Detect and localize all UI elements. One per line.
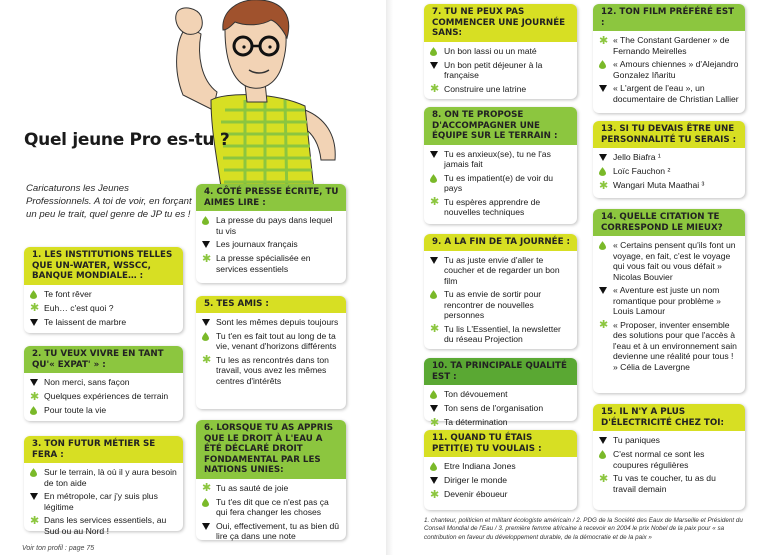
answer-star[interactable]: ✱ Tu lis L'Essentiel, la newsletter du réseau Projection <box>430 323 561 344</box>
answer-star[interactable]: ✱ Tu espères apprendre de nouvelles techniques <box>430 196 541 217</box>
triangle-icon <box>430 255 444 266</box>
asterisk-icon: ✱ <box>430 196 440 208</box>
answer-drop[interactable]: Tu t'es dit que ce n'est pas ça qui fera changer les choses <box>202 497 341 518</box>
asterisk-icon: ✱ <box>599 472 609 485</box>
answer-triangle[interactable]: Sont les mêmes depuis toujours <box>202 317 341 328</box>
answer-triangle[interactable]: Un bon petit déjeuner à la française <box>430 60 572 81</box>
answer-star[interactable]: ✱ Euh… c'est quoi ? <box>30 302 114 314</box>
triangle-icon <box>30 377 44 388</box>
water-drop-icon <box>30 405 44 416</box>
water-drop-icon <box>430 289 444 300</box>
answer-triangle[interactable]: Tu as juste envie d'aller te coucher et de regarder un bon film <box>430 255 572 287</box>
question-14-heading: 14. QUELLE CITATION TE CORRESPOND LE MIEUX? <box>593 209 745 236</box>
answer-star[interactable]: ✱ Ta détermination <box>430 416 508 429</box>
answer-drop[interactable]: Te font rêver <box>30 289 178 300</box>
water-drop-icon <box>599 166 613 177</box>
asterisk-icon: ✱ <box>599 179 609 192</box>
question-13-heading: 13. SI TU DEVAIS ÊTRE UNE PERSONNALITÉ TU SERAIS : <box>593 121 745 148</box>
question-11-card <box>424 430 577 510</box>
water-drop-icon <box>202 331 216 342</box>
answer-triangle[interactable]: Diriger le monde <box>430 475 572 486</box>
answer-star[interactable]: ✱ Devenir éboueur <box>430 488 508 501</box>
answer-star[interactable]: ✱ Quelques expériences de terrain <box>30 390 169 403</box>
question-2-card <box>24 346 183 421</box>
asterisk-icon: ✱ <box>599 34 609 47</box>
asterisk-icon: ✱ <box>430 323 440 335</box>
asterisk-icon: ✱ <box>202 252 212 265</box>
water-drop-icon <box>30 467 44 478</box>
answer-triangle[interactable]: Non merci, sans façon <box>30 377 178 388</box>
page-title: Quel jeune Pro es-tu ? <box>24 130 230 150</box>
triangle-icon <box>430 60 444 71</box>
answer-triangle[interactable]: Ton sens de l'organisation <box>430 403 572 414</box>
question-1-card <box>24 247 183 333</box>
footnotes: 1. chanteur, politicien et militant écologiste américain / 2. PDG de la Société des Eaux de Marseille et Président du Conseil Mondial de l'Eau / 3. première femme africaine à recevoir en 2004 le prix Nobel de la paix pour « sa contribution en faveur du développement durable, de la démocratie et de la paix » <box>424 517 743 541</box>
question-3-card <box>24 436 183 536</box>
triangle-icon <box>599 285 613 296</box>
water-drop-icon <box>599 240 613 251</box>
question-8-heading: 8. ON TE PROPOSE D'ACCOMPAGNER UNE ÉQUIPE SUR LE TERRAIN : <box>424 107 577 145</box>
intro-paragraph: Caricaturons les Jeunes Professionnels. A toi de voir, en forçant un peu le trait, quel genre de JP tu es ! <box>26 183 192 220</box>
question-6-card <box>196 420 346 540</box>
question-9-card <box>424 234 577 349</box>
answer-drop[interactable]: « Certains pensent qu'ils font un voyage, en fait, c'est le voyage qui vous fait ou vous défait » Nicolas Bouvier <box>599 240 740 282</box>
triangle-icon <box>599 435 613 446</box>
answer-drop[interactable]: Tu as envie de sortir pour rencontrer de nouvelles personnes <box>430 289 572 321</box>
answer-drop[interactable]: La presse du pays dans lequel tu vis <box>202 215 341 236</box>
answer-star[interactable]: ✱ « The Constant Gardener » de Fernando Meirelles <box>599 34 730 56</box>
answer-triangle[interactable]: Tu es anxieux(se), tu ne l'as jamais fait <box>430 149 572 170</box>
question-7-heading: 7. TU NE PEUX PAS COMMENCER UNE JOURNÉE SANS: <box>424 4 577 42</box>
question-2-heading: 2. TU VEUX VIVRE EN TANT QU'« EXPAT' » : <box>24 346 183 373</box>
triangle-icon <box>202 521 216 532</box>
question-5-heading: 5. TES AMIS : <box>196 296 346 313</box>
question-12-card <box>593 4 745 113</box>
answer-star[interactable]: ✱ Dans les services essentiels, au Sud ou au Nord ! <box>30 514 167 536</box>
question-7-card <box>424 4 577 99</box>
asterisk-icon: ✱ <box>599 319 609 331</box>
triangle-icon <box>30 317 44 328</box>
answer-drop[interactable]: Tu t'en es fait tout au long de ta vie, venant d'horizons différents <box>202 331 341 352</box>
water-drop-icon <box>202 497 216 508</box>
answer-star[interactable]: ✱ Construire une latrine <box>430 83 527 95</box>
asterisk-icon: ✱ <box>30 514 40 527</box>
answer-drop[interactable]: Etre Indiana Jones <box>430 461 572 472</box>
profile-page-reference: Voir ton profil : page 75 <box>22 545 95 552</box>
answer-star[interactable]: ✱ Wangari Muta Maathai ³ <box>599 179 705 192</box>
answer-drop[interactable]: « Amours chiennes » d'Alejandro Gonzalez Iñaritu <box>599 59 740 80</box>
answer-triangle[interactable]: Les journaux français <box>202 239 341 250</box>
question-13-card <box>593 121 745 198</box>
question-8-card <box>424 107 577 224</box>
water-drop-icon <box>599 59 613 70</box>
asterisk-icon: ✱ <box>430 416 440 429</box>
asterisk-icon: ✱ <box>430 488 440 501</box>
triangle-icon <box>30 491 44 502</box>
answer-star[interactable]: ✱ « Proposer, inventer ensemble des solutions pour que l'accès à l'eau et à un environnement sain devienne une réalité pour tous ! » Célia de Lavergne <box>599 319 737 372</box>
answer-star[interactable]: ✱ La presse spécialisée en services essentiels <box>202 252 311 274</box>
water-drop-icon <box>430 389 444 400</box>
answer-drop[interactable]: Loïc Fauchon ² <box>599 166 740 177</box>
question-15-heading: 15. IL N'Y A PLUS D'ÉLECTRICITÉ CHEZ TOI: <box>593 404 745 431</box>
answer-triangle[interactable]: Oui, effectivement, tu as bien dû lire ça dans une note <box>202 521 341 542</box>
question-3-heading: 3. TON FUTUR MÉTIER SE FERA : <box>24 436 183 463</box>
water-drop-icon <box>599 449 613 460</box>
answer-star[interactable]: ✱ Tu vas te coucher, tu as du travail demain <box>599 472 716 494</box>
question-12-heading: 12. TON FILM PRÉFÉRÉ EST : <box>593 4 745 31</box>
answer-star[interactable]: ✱ Tu les as rencontrés dans ton travail, vous avez les mêmes centres d'intérêts <box>202 354 329 386</box>
question-1-heading: 1. LES INSTITUTIONS TELLES QUE UN-WATER, WSSCC, BANQUE MONDIALE… : <box>24 247 183 285</box>
answer-triangle[interactable]: « Aventure est juste un nom romantique pour problème » Louis Lamour <box>599 285 740 317</box>
water-drop-icon <box>430 46 444 57</box>
asterisk-icon: ✱ <box>30 302 40 314</box>
question-11-heading: 11. QUAND TU ÉTAIS PETIT(E) TU VOULAIS : <box>424 430 577 457</box>
question-9-heading: 9. A LA FIN DE TA JOURNÉE : <box>424 234 577 251</box>
page-spine <box>386 0 398 555</box>
triangle-icon <box>430 149 444 160</box>
answer-drop[interactable]: Sur le terrain, là où il y aura besoin de ton aide <box>30 467 178 488</box>
answer-triangle[interactable]: En métropole, car j'y suis plus légitime <box>30 491 178 512</box>
question-10-heading: 10. TA PRINCIPALE QUALITÉ EST : <box>424 358 577 385</box>
answer-drop[interactable]: Pour toute la vie <box>30 405 178 416</box>
asterisk-icon: ✱ <box>30 390 40 403</box>
triangle-icon <box>430 475 444 486</box>
answer-drop[interactable]: Ton dévouement <box>430 389 572 400</box>
asterisk-icon: ✱ <box>430 83 440 95</box>
answer-triangle[interactable]: « L'argent de l'eau », un documentaire de Christian Lallier <box>599 83 740 104</box>
answer-star[interactable]: ✱ Tu as sauté de joie <box>202 482 289 494</box>
asterisk-icon: ✱ <box>202 354 212 366</box>
triangle-icon <box>430 403 444 414</box>
triangle-icon <box>599 152 613 163</box>
question-10-card <box>424 358 577 429</box>
answer-drop[interactable]: Un bon lassi ou un maté <box>430 46 572 57</box>
cartoon-young-pro-illustration <box>165 0 355 200</box>
answer-drop[interactable]: C'est normal ce sont les coupures régulières <box>599 449 740 470</box>
answer-triangle[interactable]: Jello Biafra ¹ <box>599 152 740 163</box>
question-6-heading: 6. LORSQUE TU AS APPRIS QUE LE DROIT À L'EAU A ÉTÉ DÉCLARÉ DROIT FONDAMENTAL PAR LES NATIONS UNIES: <box>196 420 346 479</box>
triangle-icon <box>202 317 216 328</box>
asterisk-icon: ✱ <box>202 482 212 494</box>
triangle-icon <box>599 83 613 94</box>
question-4-card <box>196 184 346 283</box>
water-drop-icon <box>430 173 444 184</box>
water-drop-icon <box>430 461 444 472</box>
answer-triangle[interactable]: Tu paniques <box>599 435 740 446</box>
water-drop-icon <box>30 289 44 300</box>
question-15-card <box>593 404 745 510</box>
answer-triangle[interactable]: Te laissent de marbre <box>30 317 178 328</box>
answer-drop[interactable]: Tu es impatient(e) de voir du pays <box>430 173 572 194</box>
question-5-card <box>196 296 346 409</box>
question-14-card <box>593 209 745 393</box>
question-4-heading: 4. CÔTÉ PRESSE ÉCRITE, TU AIMES LIRE : <box>196 184 346 211</box>
water-drop-icon <box>202 215 216 226</box>
triangle-icon <box>202 239 216 250</box>
